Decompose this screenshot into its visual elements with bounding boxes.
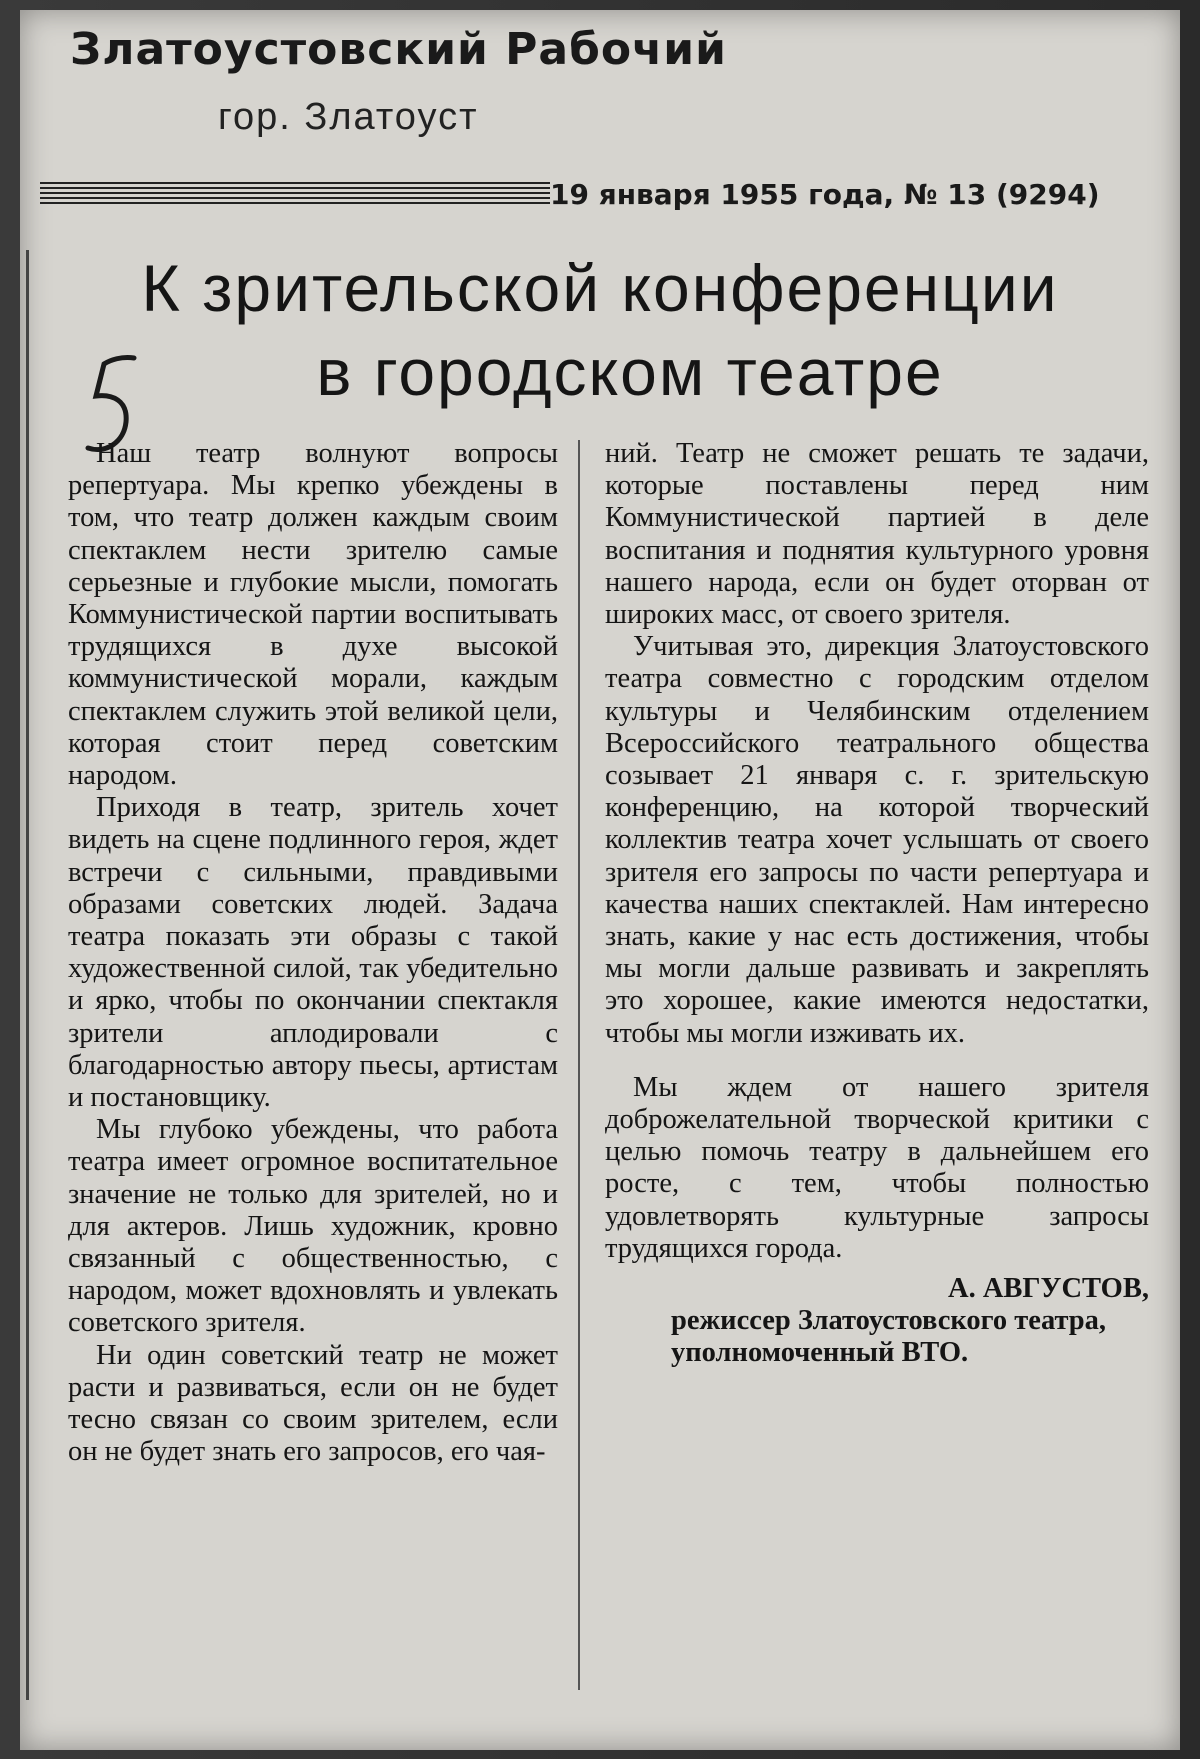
- article-headline: [20, 246, 1180, 414]
- paragraph: Ни один советский театр не может расти и развиваться, если он не будет тесно связан со своим зрителем, если он не будет знать его запросов, его чая-: [68, 1339, 558, 1468]
- issue-dateline: 19 января 1955 года, № 13 (9294): [550, 178, 1100, 211]
- column-divider: [578, 440, 580, 1690]
- newspaper-clipping: [20, 10, 1180, 1750]
- author-name: А. АВГУСТОВ,: [948, 1273, 1149, 1305]
- author-role: режиссер Златоустовского театра, уполномоченный ВТО.: [671, 1305, 1107, 1369]
- article-column-1: [68, 438, 558, 1469]
- article-column-2: [605, 438, 1149, 1370]
- newspaper-masthead: Златоустовский Рабочий: [70, 24, 727, 75]
- paragraph: Мы ждем от нашего зрителя доброжелательной творческой критики с целью помочь театру в дальнейшем его росте, с тем, чтобы полностью удовлетворять культурные запросы трудящихся города.: [605, 1071, 1149, 1264]
- newspaper-city: гор. Златоуст: [218, 96, 479, 138]
- paragraph: Мы глубоко убеждены, что работа театра имеет огромное воспитательное значение не только для зрителей, но и для актеров. Лишь художник, кровно связанный с общественностью, с народом, может вдохновлять и увлекать советского зрителя.: [68, 1114, 558, 1339]
- paragraph: Учитывая это, дирекция Златоустовского театра совместно с городским отделом культуры и Челябинским отделением Всероссийского театрального общества созывает 21 января с. г. зрительскую конференцию, на которой творческий коллектив театра хочет услышать от своего зрителя его запросы по части репертуара и качества наших спектаклей. Нам интересно знать, какие у нас есть достижения, чтобы мы могли дальше развивать и закреплять это хорошее, какие имеются недостатки, чтобы мы могли изживать их.: [605, 631, 1149, 1049]
- paragraph: Наш театр волнуют вопросы репертуара. Мы крепко убеждены в том, что театр должен каждым своим спектаклем нести зрителю самые серьезные и глубокие мысли, помогать Коммунистической партии воспитывать трудящихся в духе высокой коммунистической морали, каждым спектаклем служить этой великой цели, которая стоит перед советским народом.: [68, 438, 558, 792]
- masthead-rule-lines: [40, 182, 550, 204]
- paragraph: Приходя в театр, зритель хочет видеть на сцене подлинного героя, ждет встречи с сильными, правдивыми образами советских людей. Задача театра показать эти образы с такой художественной силой, так убедительно и ярко, чтобы по окончании спектакля зрители аплодировали с благодарностью автору пьесы, артистам и постановщику.: [68, 792, 558, 1114]
- headline-line-1: К зрительской конференции: [141, 251, 1059, 325]
- headline-line-2: в городском театре: [316, 335, 944, 409]
- paragraph: ний. Театр не сможет решать те задачи, которые поставлены перед ним Коммунистической партией в деле воспитания и поднятия культурного уровня нашего народа, если он будет оторван от широких масс, от своего зрителя.: [605, 438, 1149, 631]
- clipping-border-line: [26, 250, 29, 1700]
